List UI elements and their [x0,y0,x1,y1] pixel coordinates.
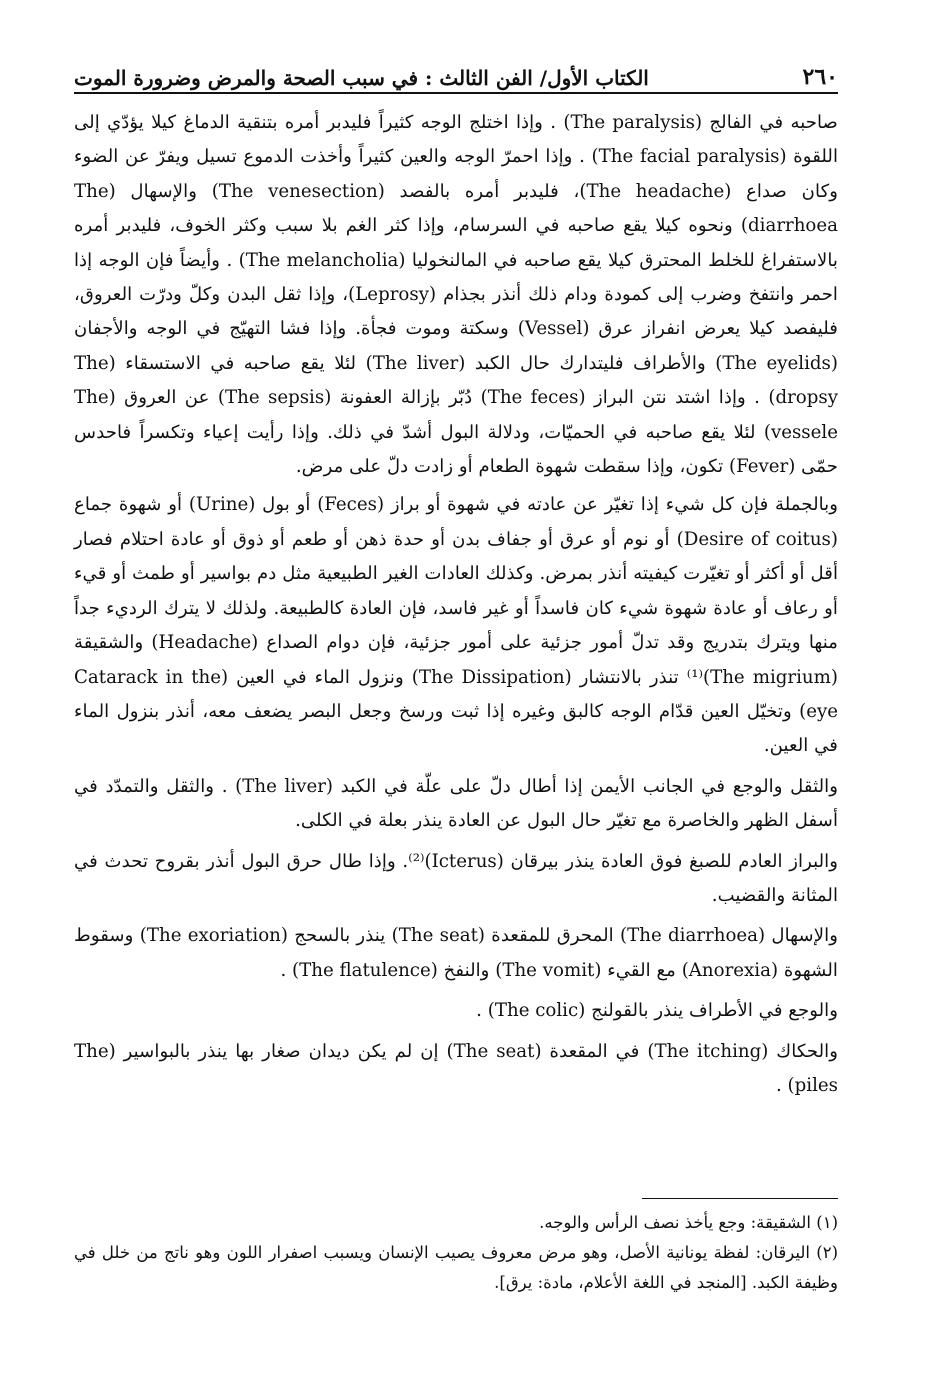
footnote-rule [642,1198,838,1199]
paragraph-1: صاحبه في الفالج (The paralysis) . وإذا اختلج الوجه كثيراً فليدبر أمره بتنقية الدماغ كيلا يؤدّي إلى اللقوة (The facial paralysis) . وإذا احمرّ الوجه والعين كثيراً وأخذت الدموع تسيل ويفرّ عن الضوء وكان صداع (The headache)، فليدبر أمره بالفصد (The venesection) والإسهال (The diarrhoea) ونحوه كيلا يقع صاحبه في السرسام، وإذا كثر الغم بلا سبب وكثر الخوف، فليدبر أمره بالاستفراغ للخلط المحترق كيلا يقع صاحبه في المالنخوليا (The melancholia) . وأيضاً فإن الوجه إذا احمر وانتفخ وضرب إلى كمودة ودام ذلك أنذر بجذام (Leprosy)، وإذا ثقل البدن وكلّ ودرّت العروق، فليفصد كيلا يعرض انفراز عرق (Vessel) وسكتة وموت فجأة. وإذا فشا التهيّج في الوجه والأجفان (The eyelids) والأطراف فليتدارك حال الكبد (The liver) لئلا يقع صاحبه في الاستسقاء (The dropsy) . وإذا اشتد نتن البراز (The feces) دُبّر بإزالة العفونة (The sepsis) عن العروق (The vessele) لئلا يقع صاحبه في الحميّات، ودلالة البول أشدّ في ذلك. وإذا رأيت إعياء وتكسراً فاحدس حمّى (Fever) تكون، وإذا سقطت شهوة الطعام أو زادت دلّ على مرض. [74,112,839,478]
header-rule [74,92,838,94]
paragraph-2: وبالجملة فإن كل شيء إذا تغيّر عن عادته في شهوة أو براز (Feces) أو بول (Urine) أو شهوة جماع (Desire of coitus) أو نوم أو عرق أو جفاف بدن أو حدة ذهن أو طعم أو ذوق أو عادة احتلام فصار أقل أو أكثر أو تغيّرت كيفيته أنذر بمرض. وكذلك العادات الغير الطبيعية مثل دم بواسير أو طمث أو قيء أو رعاف أو عادة شهوة شيء كان فاسداً أو غير فاسد، فإن العادة كالطبيعة. ولذلك لا يترك الرديء جداً منها ويترك بتدريج وقد تدلّ أمور جزئية على أمور جزئية، فإن دوام الصداع (Headache) والشقيقة (The migrium)⁽¹⁾ تنذر بالانتشار (The Dissipation) ونزول الماء في العين (Catarack in the eye) وتخيّل العين قدّام الوجه كالبق وغيره إذا ثبت ورسخ وجعل البصر يضعف معه، أنذر بنزول الماء في العين. [74,494,838,757]
paragraph-6: والوجع في الأطراف ينذر بالقولنج (The colic) . [476,1000,838,1022]
page-number: ٢٦٠ [802,63,838,90]
footnote-2: (٢) اليرقان: لفظة يونانية الأصل، وهو مرض معروف يصيب الإنسان ويسبب اصفرار اللون وهو ناتج من خلل في وظيفة الكبد. [المنجد في اللغة الأعلام، مادة: يرق]. [74,1243,838,1292]
footnotes [74,1208,838,1298]
running-title: الكتاب الأول/ الفن الثالث : في سبب الصحة والمرض وضرورة الموت [74,66,649,90]
paragraph-4: والبراز العادم للصبغ فوق العادة ينذر بيرقان (Icterus)⁽²⁾. وإذا طال حرق البول أنذر بقروح تحدث في المثانة والقضيب. [74,850,839,906]
page-header [74,46,838,90]
body-text [74,106,838,1109]
paragraph-3: والثقل والوجع في الجانب الأيمن إذا أطال دلّ على علّة في الكبد (The liver) . والثقل والتمدّد في أسفل الظهر والخاصرة مع تغيّر حال البول عن العادة ينذر بعلة في الكلى. [74,775,838,832]
footnote-1: (١) الشقيقة: وجع يأخذ نصف الرأس والوجه. [539,1213,838,1232]
paragraph-7: والحكاك (The itching) في المقعدة (The seat) إن لم يكن ديدان صغار بها ينذر بالبواسير (The piles) . [74,1040,838,1096]
paragraph-5: والإسهال (The diarrhoea) المحرق للمقعدة (The seat) ينذر بالسحج (The exoriation) وسقوط الشهوة (Anorexia) مع القيء (The vomit) والنفخ (The flatulence) . [74,925,838,981]
